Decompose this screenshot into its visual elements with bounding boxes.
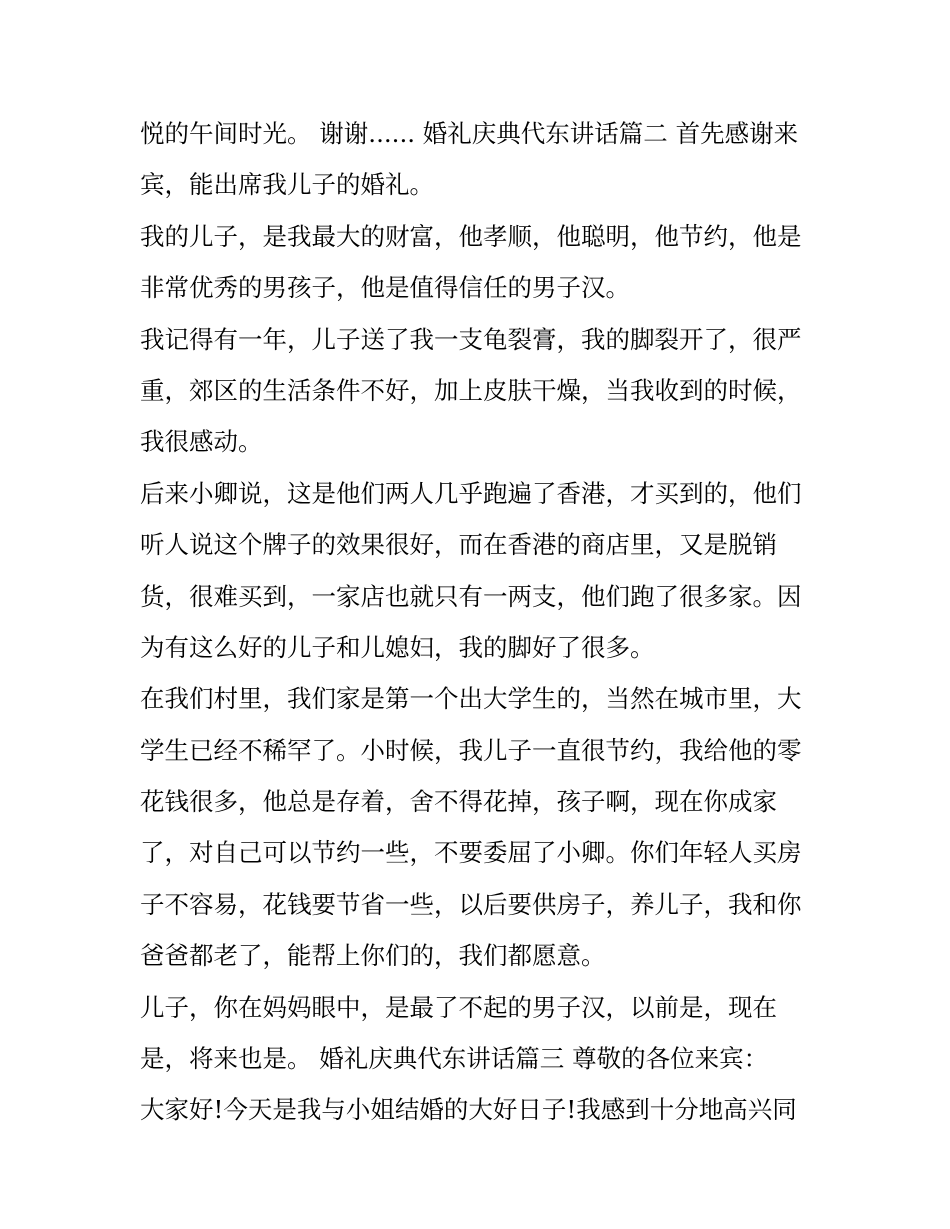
text-line: 听人说这个牌子的效果很好，而在香港的商店里，又是脱销 — [140, 530, 777, 560]
document-body — [140, 108, 830, 1136]
text-line: 学生已经不稀罕了。小时候，我儿子一直很节约，我给他的零 — [140, 735, 802, 765]
text-line: 大家好!今天是我与小姐结婚的大好日子!我感到十分地高兴同 — [140, 1095, 797, 1125]
text-line: 宾，能出席我儿子的婚礼。 — [140, 170, 434, 200]
text-line: 花钱很多，他总是存着，舍不得花掉，孩子啊，现在你成家 — [140, 787, 777, 817]
text-line: 子不容易，花钱要节省一些，以后要供房子，养儿子，我和你 — [140, 889, 802, 919]
text-line: 后来小卿说，这是他们两人几乎跑遍了香港，才买到的，他们 — [140, 478, 802, 508]
text-line: 悦的午间时光。 谢谢...... 婚礼庆典代东讲话篇二 首先感谢来 — [140, 119, 799, 148]
text-line: 爸爸都老了，能帮上你们的，我们都愿意。 — [140, 941, 606, 971]
text-line: 货，很难买到，一家店也就只有一两支，他们跑了很多家。因 — [140, 581, 802, 611]
text-line: 非常优秀的男孩子，他是值得信任的男子汉。 — [140, 273, 630, 303]
text-line: 在我们村里，我们家是第一个出大学生的，当然在城市里，大 — [140, 684, 802, 714]
text-line: 我很感动。 — [140, 427, 263, 457]
text-line: 了，对自己可以节约一些，不要委屈了小卿。你们年轻人买房 — [140, 838, 802, 868]
text-line: 是，将来也是。 婚礼庆典代东讲话篇三 尊敬的各位来宾： — [140, 1044, 769, 1074]
text-line: 儿子，你在妈妈眼中，是最了不起的男子汉，以前是，现在 — [140, 992, 777, 1022]
text-line: 重，郊区的生活条件不好，加上皮肤干燥，当我收到的时候， — [140, 375, 802, 405]
text-line: 我的儿子，是我最大的财富，他孝顺，他聪明，他节约，他是 — [140, 221, 802, 251]
text-line: 为有这么好的儿子和儿媳妇，我的脚好了很多。 — [140, 632, 655, 662]
text-line: 我记得有一年，儿子送了我一支龟裂膏，我的脚裂开了，很严 — [140, 324, 802, 354]
